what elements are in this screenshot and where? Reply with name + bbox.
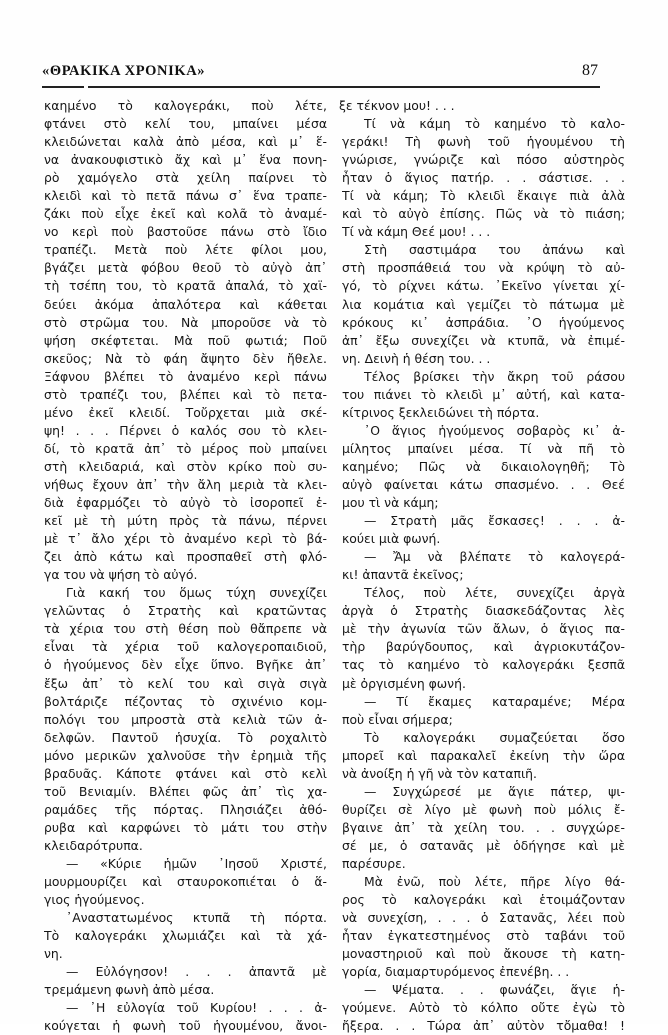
text-line: πολόγι του μπροστὰ στὰ κελιὰ τῶν ἀ- <box>44 711 327 727</box>
text-line: γνώρισε, γνώριζε καὶ πόσο αὐστηρὸς <box>342 152 625 168</box>
text-line: κίτρινος ξεκλειδώνει τὴ πόρτα. <box>342 404 540 420</box>
text-line: στὴ προσπάθειά του νὰ κρύψη τὸ αὐ- <box>342 260 625 276</box>
header-rule <box>42 86 600 88</box>
text-line: κεῖ μὲ τὴ μύτη πρὸς τὰ πάνω, πέρνει <box>44 513 327 529</box>
text-line: βγαινε ἀπ᾽ τὰ χείλη του. . . συγχώρε- <box>342 819 625 835</box>
text-line: κλειδὶ καὶ τὸ πετᾶ πάνω σ᾽ ἕνα τραπε- <box>44 188 327 204</box>
text-line: ἀργὰ ὁ Στρατὴς διασκεδάζοντας λὲς <box>342 603 625 619</box>
text-line: βραδυᾶς. Κάποτε φτάνει καὶ στὸ κελὶ <box>44 765 327 781</box>
text-line: τρεμάμενη φωνὴ ἀπὸ μέσα. <box>44 982 215 998</box>
text-line: βολτάριζε πέζοντας τὸ σχινένιο κομ- <box>44 693 327 709</box>
text-line: γα του νὰ ψήση τὸ αὐγό. <box>44 567 198 583</box>
text-line: ψη! . . . Πέρνει ὁ καλός σου τὸ κλει- <box>44 422 327 438</box>
text-line: σκεῦος; Νὰ τὸ φάη ἄψητο δὲν ἤθελε. <box>44 350 327 366</box>
left-text-column <box>44 97 327 1035</box>
text-line: καημένο; Πῶς νὰ δικαιολογηθῆ; Τὸ <box>342 458 625 474</box>
text-line: Τί νὰ κάμη; Τὸ κλειδὶ ἔκαιγε πιὰ ἀλὰ <box>342 188 625 204</box>
text-line: γελῶντας ὁ Στρατὴς καὶ κρατῶντας <box>44 603 327 619</box>
text-line: δελφῶν. Παντοῦ ἡσυχία. Τὸ ροχαλιτὸ <box>44 729 327 745</box>
text-line: αὐγὸ φαίνεται κάτω σπασμένο. . . Θεέ <box>342 476 625 492</box>
text-line: νὰ ἀνοίξη ἡ γῆ νὰ τὸν καταπιῆ. <box>342 765 537 781</box>
text-line: τας τὸ καημένο τὸ καλογεράκι ξεσπᾶ <box>342 657 625 673</box>
text-line: ἔξω ἀπ᾽ τὸ κελί του καὶ σιγὰ σιγὰ <box>44 675 327 691</box>
text-line: ᾽Αναστατωμένος κτυπᾶ τὴ πόρτα. <box>66 910 327 926</box>
text-line: Στὴ σαστιμάρα του ἀπάνω καὶ <box>364 242 625 258</box>
text-line: γό, τὸ ρίχνει κάτω. ᾽Εκεῖνο γίνεται χί- <box>342 278 625 294</box>
text-line: μὲ τὴν ἀγωνία τῶν ἄλων, ὁ ἅγιος πα- <box>342 621 625 637</box>
text-line: ραμάδες τῆς πόρτας. Πλησιάζει ἀθό- <box>44 801 327 817</box>
text-line: ἤξερα. . . Τώρα ἀπ᾽ αὐτὸν τὄμαθα! ! <box>342 1018 625 1034</box>
text-line: — «Κύριε ἡμῶν ᾽Ιησοῦ Χριστέ, <box>66 855 327 871</box>
text-line: κρόκους κι᾽ ἀσπράδια. ᾽Ο ἡγούμενος <box>342 314 625 330</box>
page-number: 87 <box>582 62 598 79</box>
text-line: διὰ ἐφαρμόζει τὸ αὐγὸ τὸ ἰσοροπεῖ ἐ- <box>44 495 327 511</box>
text-line: νήθως ἔχουν ἀπ᾽ τὴν ἄλη μεριὰ τὰ κλει- <box>44 476 327 492</box>
text-line: να ἀνακουφιστικὸ ἄχ καὶ μ᾽ ἕνα πονη- <box>44 152 327 168</box>
text-line: γιος ἡγούμενος. <box>44 892 145 908</box>
text-line: ποὺ εἶναι σήμερα; <box>342 711 453 727</box>
journal-title: «ΘΡΑΚΙΚΑ ΧΡΟΝΙΚΑ» <box>42 63 206 79</box>
text-line: τὴρ βαρύγδουπος, καὶ ἀγριοκυτάζον- <box>342 639 625 655</box>
text-line: ξε τέκνον μου! . . . <box>339 98 455 113</box>
text-line: — Εὐλόγησον! . . . ἀπαντᾶ μὲ <box>66 964 327 980</box>
header-rule-gap <box>84 85 88 89</box>
text-line: Τέλος βρίσκει τὴν ἄκρη τοῦ ράσου <box>364 368 625 384</box>
text-line: σέ με, ὁ σατανᾶς μὲ ὁδήγησε καὶ μὲ <box>342 837 625 853</box>
right-text-column <box>339 97 625 1035</box>
text-line: — Συγχώρεσέ με ἅγιε πάτερ, ψι- <box>364 783 625 799</box>
text-line: — Ἄμ νὰ βλέπατε τὸ καλογερά- <box>364 549 625 565</box>
text-line: κούγεται ἡ φωνὴ τοῦ ἡγουμένου, ἄνοι- <box>44 1018 327 1034</box>
text-line: ρὸ χαμόγελο στὰ χείλη παίρνει τὸ <box>44 170 327 186</box>
text-line: φτάνει στὸ κελί του, μπαίνει μέσα <box>44 116 327 132</box>
text-line: μουρμουρίζει καὶ σταυροκοπιέται ὁ ἅ- <box>44 874 327 890</box>
text-line: ᾽Ο ἅγιος ἡγούμενος σοβαρὸς κι᾽ ἀ- <box>364 422 625 438</box>
text-line: — ᾽Η εὐλογία τοῦ Κυρίου! . . . ἀ- <box>66 1000 327 1016</box>
text-line: — Τί ἔκαμες καταραμένε; Μέρα <box>364 693 625 709</box>
text-line: κλειδαρότρυπα. <box>44 837 143 853</box>
text-line: νο κερὶ ποὺ βαστοῦσε πάνω στὸ ἴδιο <box>44 224 327 240</box>
text-line: Μὰ ἐνῶ, ποὺ λέτε, πῆρε λίγο θά- <box>364 874 625 890</box>
text-line: ζει ἀπὸ κάτω καὶ προσπαθεῖ στὴ φλό- <box>44 549 327 565</box>
text-line: καημένο τὸ καλογεράκι, ποὺ λέτε, <box>44 98 327 113</box>
text-line: ἦταν ἐγκατεστημένος στὸ ταβάνι τοῦ <box>342 928 625 944</box>
text-line: βγάζει μετὰ φόβου θεοῦ τὸ αὐγὸ ἀπ᾽ <box>44 260 327 276</box>
text-line: Τὸ καλογεράκι χλωμιάζει καὶ τὰ χά- <box>44 928 327 944</box>
text-line: — Ψέματα. . . φωνάζει, ἅγιε ἡ- <box>364 982 625 998</box>
text-line: κι! ἀπαντᾶ ἐκεῖνος; <box>342 567 464 583</box>
text-line: του πιάνει τὸ κλειδὶ μ᾽ αὐτή, καὶ κατα- <box>342 386 625 402</box>
text-line: τραπέζι. Μετὰ ποὺ λέτε φίλοι μου, <box>44 242 327 258</box>
text-line: τὴ τσέπη του, τὸ κρατᾶ ἀπαλά, τὸ χαϊ- <box>44 278 327 294</box>
text-line: ὁ ἡγούμενος δὲν εἶχε ὕπνο. Βγῆκε ἀπ᾽ <box>44 657 327 673</box>
text-line: μένο ἐκεῖ κλειδί. Τοὔρχεται μιὰ σκέ- <box>44 404 327 420</box>
text-line: δεύει ἀκόμα ἀπαλότερα καὶ κάθεται <box>44 296 327 312</box>
text-line: τὰ χέρια του στὴ θέση ποὺ θἄπρεπε νὰ <box>44 621 327 637</box>
text-line: στὴ κλειδαριά, καὶ στὸν κρίκο ποὺ συ- <box>44 458 327 474</box>
text-line: παρέσυρε. <box>342 855 406 871</box>
text-line: μὲ τ᾽ ἄλο χέρι τὸ ἀναμένο κερὶ τὸ βά- <box>44 531 327 547</box>
text-line: ρος τὸ καλογεράκι καὶ ἑτοιμάζονταν <box>342 892 625 908</box>
text-line: γούμενε. Αὐτὸ τὸ κόλπο οὔτε ἐγὼ τὸ <box>342 1000 625 1016</box>
text-line: Τὸ καλογεράκι συμαζεύεται ὅσο <box>364 729 625 745</box>
text-line: ἀπ᾽ ἔξω συνεχίζει νὰ κτυπᾶ, νὰ ἐπιμέ- <box>342 332 625 348</box>
text-line: μὲ ὀργισμένη φωνή. <box>342 675 466 691</box>
text-line: Ξάφνου βλέπει τὸ ἀναμένο κερὶ πάνω <box>44 368 327 384</box>
text-line: θυρίζει σὲ λίγο μὲ φωνὴ ποὺ μόλις ἔ- <box>342 801 625 817</box>
text-line: Τί νὰ κάμη τὸ καημένο τὸ καλο- <box>364 116 625 132</box>
text-line: κούει μιὰ φωνή. <box>342 531 441 547</box>
text-line: ζάκι ποὺ εἶχε ἐκεῖ καὶ κολᾶ τὸ ἀναμέ- <box>44 206 327 222</box>
text-line: γορία, διαμαρτυρόμενος ἐπενέβη. . . <box>342 964 570 980</box>
text-line: στὸ στρῶμα του. Νὰ μποροῦσε νὰ τὸ <box>44 314 327 330</box>
running-header <box>42 63 598 85</box>
text-line: ἦταν ὁ ἅγιος πατήρ. . . σάστισε. . . <box>342 170 625 186</box>
text-line: μόνο μερικῶν χαλνοῦσε τὴν ἐρημιὰ τῆς <box>44 747 327 763</box>
text-line: γεράκι! Τὴ φωνὴ τοῦ ἡγουμένου τὴ <box>342 134 625 150</box>
text-line: μοναστηριοῦ καὶ ποὺ ἄκουσε τὴ κατη- <box>342 946 625 962</box>
text-line: ψήση σκέφτεται. Μὰ ποῦ φωτιά; Ποῦ <box>44 332 327 348</box>
text-line: τοῦ Βενιαμίν. Βλέπει φῶς ἀπ᾽ τὶς χα- <box>44 783 327 799</box>
text-line: μίλητος μπαίνει μέσα. Τί νὰ πῆ τὸ <box>342 440 625 456</box>
text-line: δί, τὸ κρατᾶ ἀπ᾽ τὸ μέρος ποὺ μπαίνει <box>44 440 327 456</box>
text-line: νη. <box>44 946 63 962</box>
text-line: Γιὰ κακή του ὅμως τύχη συνεχίζει <box>66 585 327 601</box>
text-line: ρυβα καὶ καρφώνει τὸ μάτι του στὴν <box>44 819 327 835</box>
text-line: καὶ τὸ αὐγὸ ἐπίσης. Πῶς νὰ τὸ πιάση; <box>342 206 625 222</box>
text-line: μου τὶ νὰ κάμη; <box>342 495 439 511</box>
text-line: εἶναι τὰ χέρια τοῦ καλογεροπαιδιοῦ, <box>44 639 327 655</box>
text-line: νὰ συνεχίση, . . . ὁ Σατανᾶς, λέει ποὺ <box>342 910 625 926</box>
text-line: κλειδώνεται καλὰ ἀπὸ μέσα, καὶ μ᾽ ἕ- <box>44 134 327 150</box>
text-line: μπορεῖ καὶ παρακαλεῖ ἐκείνη τὴν ὥρα <box>342 747 625 763</box>
text-line: — Στρατὴ μᾶς ἔσκασες! . . . ἀ- <box>364 513 625 529</box>
text-line: Τί νὰ κάμη Θεέ μου! . . . <box>342 224 491 240</box>
text-line: λια κομάτια καὶ γεμίζει τὸ πάτωμα μὲ <box>342 296 625 312</box>
text-line: στὸ τραπέζι του, βλέπει καὶ τὸ πετα- <box>44 386 327 402</box>
text-line: Τέλος, ποὺ λέτε, συνεχίζει ἀργὰ <box>364 585 625 601</box>
text-line: νη. Δεινὴ ἡ θέση του. . . <box>342 350 491 366</box>
